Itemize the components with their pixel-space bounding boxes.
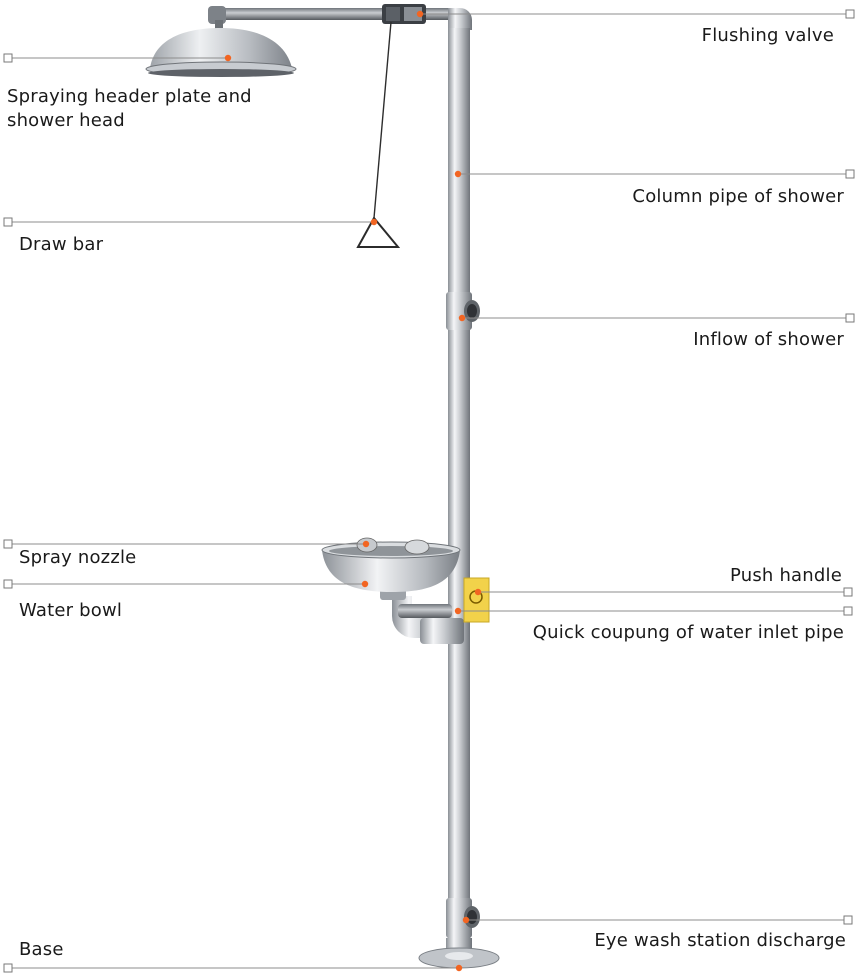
anchor-dot-water-bowl <box>362 581 368 587</box>
label-quick-coupling: Quick coupung of water inlet pipe <box>532 622 844 643</box>
leader-end-box-discharge <box>844 916 852 924</box>
label-shower-head: Spraying header plate and shower head <box>7 86 252 131</box>
label-push-handle: Push handle <box>729 565 842 586</box>
leader-end-box-push-handle <box>844 588 852 596</box>
leader-end-box-inflow <box>846 314 854 322</box>
leader-lines <box>4 10 854 972</box>
anchor-dot-base <box>456 965 462 971</box>
shower-head <box>146 28 296 77</box>
anchor-dot-column-pipe <box>455 171 461 177</box>
leader-end-box-spray-nozzle <box>4 540 12 548</box>
anchor-dot-draw-bar <box>371 219 377 225</box>
label-column-pipe: Column pipe of shower <box>632 186 844 207</box>
leader-end-box-base <box>4 964 12 972</box>
leader-end-box-draw-bar <box>4 218 12 226</box>
anchor-dot-inflow <box>459 315 465 321</box>
leader-end-box-water-bowl <box>4 580 12 588</box>
label-spray-nozzle: Spray nozzle <box>19 547 137 568</box>
leader-end-box-shower-head <box>4 54 12 62</box>
label-water-bowl: Water bowl <box>19 600 123 621</box>
anchor-dot-shower-head <box>225 55 231 61</box>
anchor-dot-quick-coupling <box>455 608 461 614</box>
label-flushing-valve: Flushing valve <box>701 25 834 46</box>
leader-end-box-flushing-valve <box>846 10 854 18</box>
label-draw-bar: Draw bar <box>19 234 104 255</box>
anchor-dot-flushing-valve <box>417 11 423 17</box>
label-base: Base <box>19 939 64 960</box>
draw-bar-chain <box>358 22 398 247</box>
anchor-dot-push-handle <box>475 589 481 595</box>
leader-end-box-quick-coupling <box>844 607 852 615</box>
label-discharge: Eye wash station discharge <box>594 930 846 951</box>
anchor-dot-spray-nozzle <box>363 541 369 547</box>
column-pipe <box>446 28 480 958</box>
label-inflow: Inflow of shower <box>693 329 844 350</box>
base-plate <box>419 938 499 968</box>
anchor-dot-discharge <box>463 917 469 923</box>
leader-end-box-column-pipe <box>846 170 854 178</box>
